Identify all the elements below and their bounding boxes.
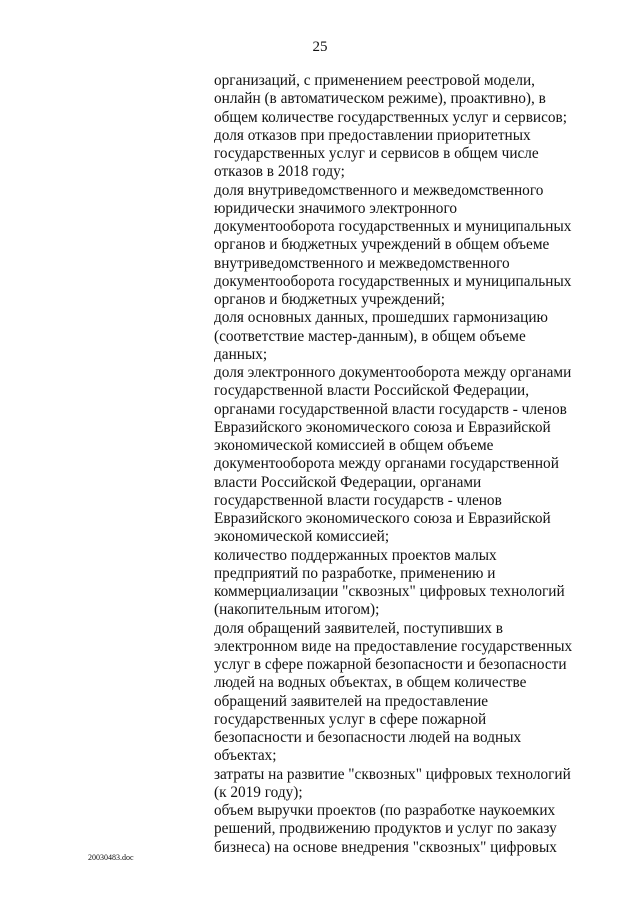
body-line: государственных услуг и сервисов в общем числе — [214, 145, 539, 162]
body-line: внутриведомственного и межведомственного — [214, 254, 510, 272]
body-line: объем выручки проектов (по разработке наукоемких — [214, 802, 556, 819]
body-line: документооборота государственных и муниципальных — [214, 218, 572, 235]
body-line: обращений заявителей на предоставление — [214, 692, 489, 710]
body-line: государственных услуг в сфере пожарной — [214, 710, 487, 728]
body-line: отказов в 2018 году; — [214, 163, 345, 181]
body-line: данных; — [214, 345, 268, 363]
body-line: Евразийского экономического союза и Евразийской — [214, 510, 551, 527]
body-line: общем количестве государственных услуг и сервисов; — [214, 108, 568, 126]
body-line: решений, продвижению продуктов и услуг по заказу — [214, 820, 557, 838]
body-line: документооборота государственных и муниципальных — [214, 272, 572, 290]
body-line: предприятий по разработке, применению и — [214, 564, 496, 582]
body-line: людей на водных объектах, в общем количестве — [214, 674, 527, 692]
body-line: экономической комиссией; — [214, 528, 390, 546]
body-line: органов и бюджетных учреждений; — [214, 291, 445, 308]
body-line: (к 2019 году); — [214, 783, 303, 801]
body-line: (соответствие мастер-данным), в общем объеме — [214, 327, 526, 345]
body-line: органов и бюджетных учреждений в общем объеме — [214, 236, 550, 254]
body-line: доля электронного документооборота между органами — [214, 364, 572, 381]
body-line: Евразийского экономического союза и Евразийской — [214, 418, 551, 436]
body-line: организаций, с применением реестровой модели, — [214, 72, 535, 89]
body-line: органами государственной власти государств - членов — [214, 400, 567, 418]
body-line: онлайн (в автоматическом режиме), проактивно), в — [214, 90, 546, 108]
document-body — [214, 72, 614, 857]
body-line: электронном виде на предоставление государственных — [214, 637, 573, 655]
body-line: объектах; — [214, 747, 277, 765]
body-line: услуг в сфере пожарной безопасности и безопасности — [214, 656, 567, 673]
body-line: безопасности и безопасности людей на водных — [214, 729, 522, 746]
body-line: затраты на развитие "сквозных" цифровых технологий — [214, 765, 571, 783]
footer-filename: 20030483.doc — [88, 853, 134, 862]
body-line: государственной власти Российской Федерации, — [214, 382, 530, 400]
body-line: количество поддержанных проектов малых — [214, 546, 497, 564]
body-line: доля обращений заявителей, поступивших в — [214, 619, 503, 637]
body-line: документооборота между органами государственной — [214, 455, 559, 473]
body-line: доля внутриведомственного и межведомственного — [214, 181, 544, 199]
body-line: (накопительным итогом); — [214, 601, 380, 619]
body-line: доля отказов при предоставлении приоритетных — [214, 126, 531, 144]
body-line: юридически значимого электронного — [214, 199, 457, 217]
body-line: государственной власти государств - членов — [214, 491, 502, 509]
body-line: коммерциализации "сквозных" цифровых технологий — [214, 583, 565, 600]
body-line: доля основных данных, прошедших гармонизацию — [214, 309, 548, 327]
body-line: бизнеса) на основе внедрения "сквозных" цифровых — [214, 838, 557, 856]
page-number: 25 — [312, 39, 328, 55]
body-line: экономической комиссией в общем объеме — [214, 437, 494, 454]
body-line: власти Российской Федерации, органами — [214, 473, 482, 491]
